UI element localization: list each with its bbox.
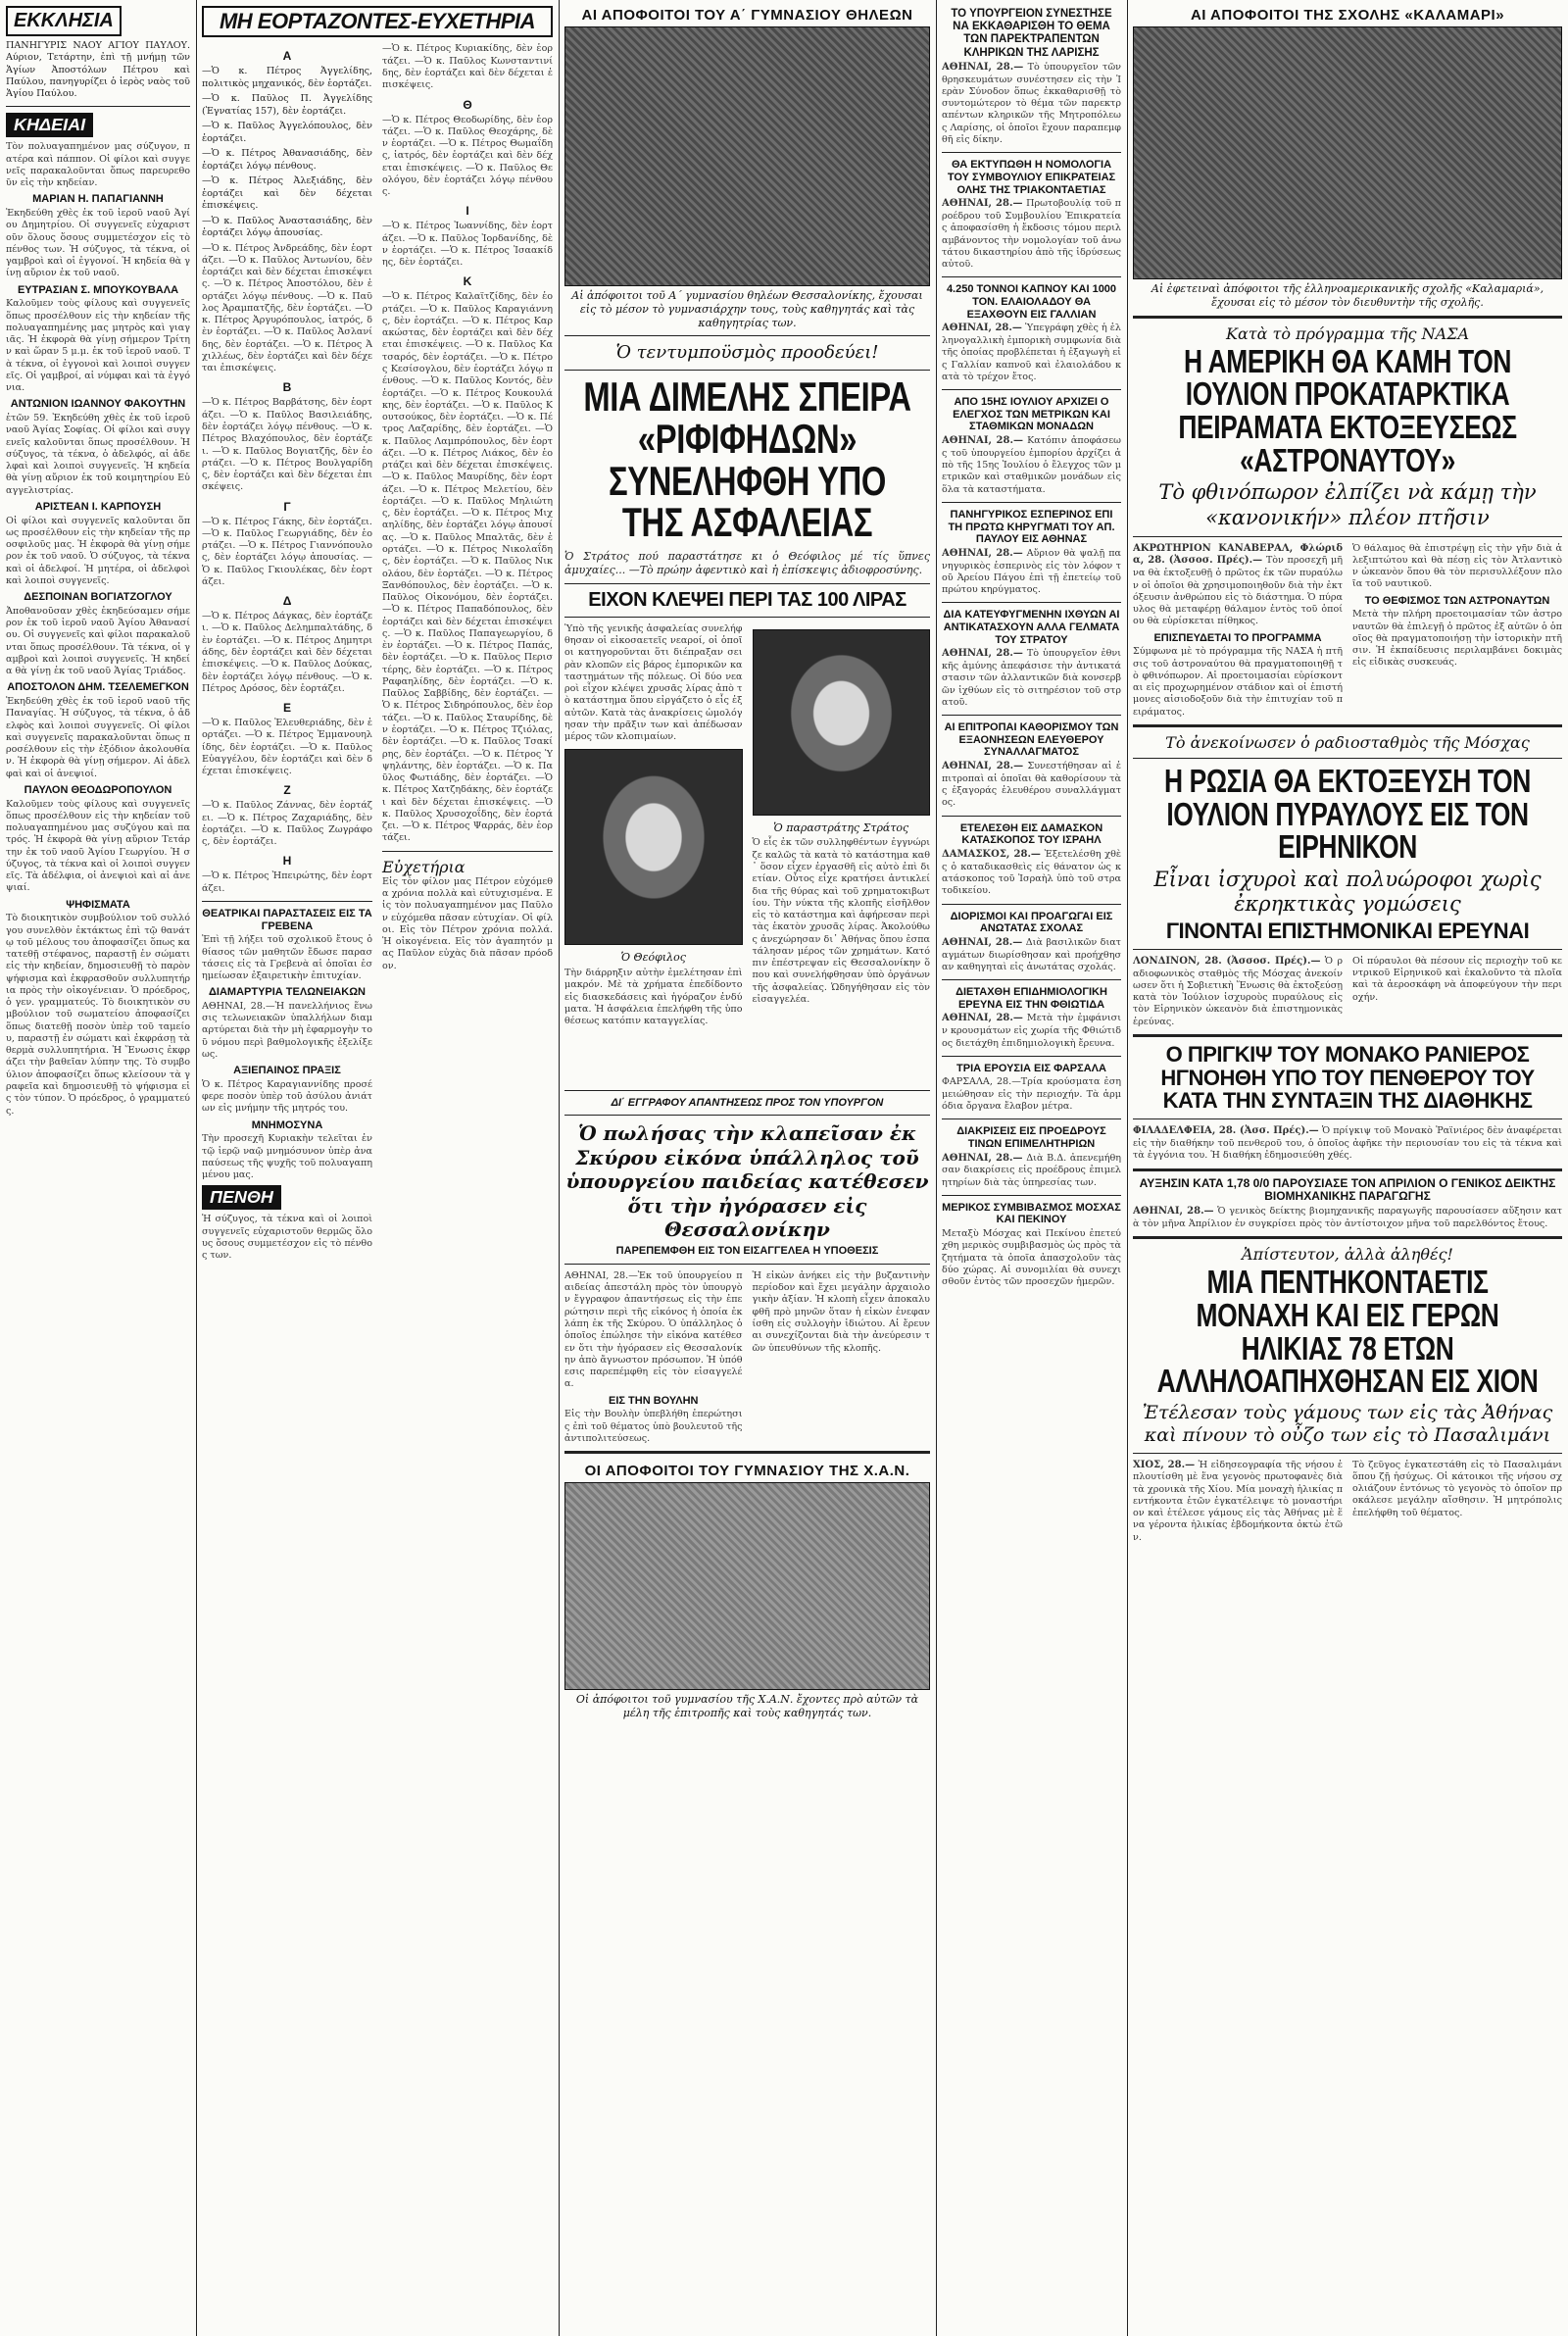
brief-headline: ΤΡΙΑ ΕΡΟΥΣΙΑ ΕΙΣ ΦΑΡΣΑΛΑ bbox=[956, 1062, 1106, 1074]
brief-headline: ΑΙ ΕΠΙΤΡΟΠΑΙ ΚΑΘΟΡΙΣΜΟΥ ΤΩΝ ΕΞΑΟΝΗΣΕΩΝ ΕΛΕΥΘΕΡΟΥ ΣΥΝΑΛΛΑΓΜΑΤΟΣ bbox=[944, 721, 1119, 759]
obituary-name: ΑΝΤΩΝΙΟΝ ΙΩΑΝΝΟΥ ΦΑΚΟΥΤΗΝ bbox=[10, 398, 186, 411]
letter-heading: Δ bbox=[282, 594, 292, 609]
brief-headline: ΔΙΟΡΙΣΜΟΙ ΚΑΙ ΠΡΟΑΓΩΓΑΙ ΕΙΣ ΑΝΩΤΑΤΑΣ ΣΧΟΛΑΣ bbox=[950, 910, 1113, 935]
chios-sub: Ἐτέλεσαν τοὺς γάμους των εἰς τὰς Ἀθήνας καὶ πίνουν τὸ οὖζο των εἰς τὸ Πασαλιμάνι bbox=[1142, 1401, 1553, 1446]
nasa-sub: Τὸ φθινόπωρον ἐλπίζει νὰ κάμῃ τὴν «κανονικήν» πλέον πτῆσιν bbox=[1158, 480, 1537, 529]
penthi-heading: ΠΕΝΘΗ bbox=[202, 1185, 281, 1210]
obituary-name: ΠΑΥΛΟΝ ΘΕΟΔΩΡΟΠΟΥΛΟΝ bbox=[24, 783, 172, 796]
letter-heading: Κ bbox=[463, 274, 472, 289]
eortazontes-title: ΜΗ ΕΟΡΤΑΖΟΝΤΕΣ-ΕΥΧΕΤΗΡΙΑ bbox=[219, 9, 536, 33]
psifismata-heading: ΨΗΦΙΣΜΑΤΑ bbox=[66, 898, 130, 911]
entry: —Ὁ κ. Παῦλος Ἀναστασιάδης, δὲν ἑορτάζει λόγῳ ἀπουσίας. bbox=[202, 215, 372, 239]
letter-heading: Θ bbox=[463, 97, 472, 112]
letter-heading: Ι bbox=[466, 204, 469, 219]
kicker: Ὁ τεντυμποϋσμὸς προοδεύει! bbox=[615, 342, 879, 364]
ekklisia-heading: ΕΚΚΛΗΣΙΑ bbox=[6, 6, 122, 36]
boule-heading: ΕΙΣ ΤΗΝ ΒΟΥΛΗΝ bbox=[609, 1394, 699, 1407]
main-headline: ΜΙΑ ΔΙΜΕΛΗΣ ΣΠΕΙΡΑ «ΡΙΦΙΦΗΔΩΝ» ΣΥΝΕΛΗΦΘΗ ΥΠΟ ΤΗΣ ΑΣΦΑΛΕΙΑΣ bbox=[583, 373, 911, 546]
chios-headline: ΜΙΑ ΠΕΝΤΗΚΟΝΤΑΕΤΙΣ ΜΟΝΑΧΗ ΚΑΙ ΕΙΣ ΓΕΡΩΝ ΗΛΙΚΙΑΣ 78 ΕΤΩΝ ΑΛΛΗΛΟΑΠΗΧΘΗΣΑΝ ΕΙΣ ΧΙΟΝ bbox=[1156, 1264, 1539, 1400]
portrait-photo bbox=[564, 749, 743, 945]
graduates-photo bbox=[564, 26, 930, 286]
news-briefs-column: ΤΟ ΥΠΟΥΡΓΕΙΟΝ ΣΥΝΕΣΤΗΣΕ ΝΑ ΕΚΚΑΘΑΡΙΣΘΗ ΤΟ ΘΕΜΑ ΤΩΝ ΠΑΡΕΚΤΡΑΠΕΝΤΩΝ ΚΛΗΡΙΚΩΝ ΤΗΣ ΛΑΡΙΣΗΣ ΑΘΗΝΑΙ, 28.— Τὸ ὑπουργεῖον τῶν θρησκευμάτων συνέστησεν εἰς τὴν Ἱερὰν Σύνοδον ὅπως ἐκκαθαρισθῇ τὸ συντομώτερον τὸ θέμα τῶν παρεκτραπέντων κληρικῶν τῆς Μητροπόλεως Λαρίσης, οἱ ὁποῖοι ἔχουν παραπεμφθῆ εἰς δίκην. ΘΑ ΕΚΤΥΠΩΘΗ Η ΝΟΜΟΛΟΓΙΑ ΤΟΥ ΣΥΜΒΟΥΛΙΟΥ ΕΠΙΚΡΑΤΕΙΑΣ ΟΛΗΣ ΤΗΣ ΤΡΙΑΚΟΝΤΑΕΤΙΑΣ ΑΘΗΝΑΙ, 28.— Πρωτοβουλίᾳ τοῦ προέδρου τοῦ Συμβουλίου Ἐπικρατείας ἀποφασίσθη ἡ ἔκδοσις τόμου περιλαμβάνοντος τὴν νομολογίαν τοῦ ἀνωτάτου δικαστηρίου ἀπὸ τῆς ἱδρύσεως αὐτοῦ. 4.250 ΤΟΝΝΟΙ ΚΑΠΝΟΥ ΚΑΙ 1000 ΤΟΝ. ΕΛΑΙΟΛΑΔΟΥ ΘΑ ΕΞΑΧΘΟΥΝ ΕΙΣ ΓΑΛΛΙΑΝ ΑΘΗΝΑΙ, 28.— Ὑπεγράφη χθὲς ἡ ἑλληνογαλλικὴ ἐμπορικὴ συμφωνία διὰ τῆς ὁποίας προβλέπεται ἡ ἐξαγωγὴ εἰς Γαλλίαν καπνοῦ καὶ ἐλαιολάδου κατὰ τὸ τρέχον ἔτος. ΑΠΟ 15ΗΣ ΙΟΥΛΙΟΥ ΑΡΧΙΖΕΙ Ο ΕΛΕΓΧΟΣ ΤΩΝ ΜΕΤΡΙΚΩΝ ΚΑΙ ΣΤΑΘΜΙΚΩΝ ΜΟΝΑΔΩΝ ΑΘΗΝΑΙ, 28.— Κατόπιν ἀποφάσεως τοῦ ὑπουργείου ἐμπορίου ἀρχίζει ἀπὸ τῆς 15ης Ἰουλίου ὁ ἔλεγχος τῶν μετρικῶν καὶ σταθμικῶν μονάδων εἰς ὅλα τὰ καταστήματα. ΠΑΝΗΓΥΡΙΚΟΣ ΕΣΠΕΡΙΝΟΣ ΕΠΙ ΤΗ ΠΡΩΤΩ ΚΗΡΥΓΜΑΤΙ ΤΟΥ ΑΠ. ΠΑΥΛΟΥ ΕΙΣ ΑΘΗΝΑΣ ΑΘΗΝΑΙ, 28.— Αὔριον θὰ ψαλῇ πανηγυρικὸς ἑσπερινὸς εἰς τὸν λόφον τοῦ Ἀρείου Πάγου ἐπὶ τῇ ἐπετείῳ τοῦ πρώτου κηρύγματος. ΔΙΑ ΚΑΤΕΥΦΥΓΜΕΝΗΝ ΙΧΘΥΩΝ ΑΙ ΑΝΤΙΚΑΤΑΣΧΟΥΝ ΑΛΛΑ ΓΕΛΜΑΤΑ ΤΟΥ ΣΤΡΑΤΟΥ ΑΘΗΝΑΙ, 28.— Τὸ ὑπουργεῖον ἐθνικῆς ἀμύνης ἀπεφάσισε τὴν ἀντικατάστασιν τῶν ἀλλαντικῶν διὰ κονσερβῶν ἰχθύων εἰς τὸ σιτηρέσιον τοῦ στρατοῦ. ΑΙ ΕΠΙΤΡΟΠΑΙ ΚΑΘΟΡΙΣΜΟΥ ΤΩΝ ΕΞΑΟΝΗΣΕΩΝ ΕΛΕΥΘΕΡΟΥ ΣΥΝΑΛΛΑΓΜΑΤΟΣ ΑΘΗΝΑΙ, 28.— Συνεστήθησαν αἱ ἐπιτροπαὶ αἱ ὁποῖαι θὰ καθορίσουν τὰς ἐξαγοράς ἐλευθέρου συναλλάγματος. ΕΤΕΛΕΣΘΗ ΕΙΣ ΔΑΜΑΣΚΟΝ ΚΑΤΑΣΚΟΠΟΣ ΤΟΥ ΙΣΡΑΗΛ ΔΑΜΑΣΚΟΣ, 28.— Ἐξετελέσθη χθὲς ὁ καταδικασθεὶς εἰς θάνατον ὡς κατάσκοπος τοῦ Ἰσραὴλ ὑπὸ τοῦ στρατοδικείου. ΔΙΟΡΙΣΜΟΙ ΚΑΙ ΠΡΟΑΓΩΓΑΙ ΕΙΣ ΑΝΩΤΑΤΑΣ ΣΧΟΛΑΣ ΑΘΗΝΑΙ, 28.— Διὰ βασιλικῶν διαταγμάτων διωρίσθησαν καὶ προήχθησαν καθηγηταὶ εἰς ἀνωτάτας σχολάς. ΔΙΕΤΑΧΘΗ ΕΠΙΔΗΜΙΟΛΟΓΙΚΗ ΕΡΕΥΝΑ ΕΙΣ ΤΗΝ ΦΘΙΩΤΙΔΑ ΑΘΗΝΑΙ, 28.— Μετὰ τὴν ἐμφάνισιν κρουσμάτων εἰς χωρία τῆς Φθιώτιδος διετάχθη ἐπιδημιολογικὴ ἔρευνα. ΤΡΙΑ ΕΡΟΥΣΙΑ ΕΙΣ ΦΑΡΣΑΛΑ ΦΑΡΣΑΛΑ, 28.—Τρία κρούσματα ἐσημειώθησαν εἰς τὴν περιοχήν. Τὰ ἁρμόδια ὄργανα ἔλαβον μέτρα. ΔΙΑΚΡΙΣΕΙΣ ΕΙΣ ΠΡΟΕΔΡΟΥΣ ΤΙΝΩΝ ΕΠΙΜΕΛΗΤΗΡΙΩΝ ΑΘΗΝΑΙ, 28.— Διὰ Β.Δ. ἀπενεμήθησαν διακρίσεις εἰς προέδρους ἐπιμελητηρίων διὰ τὰς ὑπηρεσίας των. ΜΕΡΙΚΟΣ ΣΥΜΒΙΒΑΣΜΟΣ ΜΟΣΧΑΣ ΚΑΙ ΠΕΚΙΝΟΥ Μεταξὺ Μόσχας καὶ Πεκίνου ἐπετεύχθη μερικὸς συμβιβασμὸς ὡς πρὸς τὰ ζητήματα τὰ ὁποῖα ἀπασχολοῦν τὰς δύο χώρας. Αἱ συνομιλίαι θὰ συνεχισθοῦν ἐντὸς τῶν προσεχῶν ἡμερῶν. bbox=[942, 8, 1121, 1288]
entry: —Ὁ κ. Πέτρος Ἀγγελίδης, πολιτικὸς μηχανικός, δὲν ἑορτάζει. bbox=[202, 66, 372, 89]
column-rule bbox=[196, 0, 197, 2336]
diamartyria-heading: ΔΙΑΜΑΡΤΥΡΙΑ ΤΕΛΩΝΕΙΑΚΩΝ bbox=[209, 986, 366, 999]
letter-heading: Α bbox=[282, 49, 292, 64]
photo1-title: ΑΙ ΑΠΟΦΟΙΤΟΙ ΤΟΥ Α΄ ΓΥΜΝΑΣΙΟΥ ΘΗΛΕΩΝ bbox=[581, 7, 913, 24]
column-rule bbox=[559, 0, 560, 2336]
lead: Ὁ Στράτος πού παραστάτησε κι ὁ Θεόφιλος μέ τίς ὕπνες ἀμυχαίες... —Τὸ πρώην ἀφεντικὸ καὶ ἡ ἐπίσκεψις ἀδιοφροσύνης. bbox=[564, 550, 930, 577]
entry: —Ὁ κ. Πέτρος Ἀθανασιάδης, δὲν ἑορτάζει λόγῳ πένθους. bbox=[202, 148, 372, 172]
theatrikai-heading: ΘΕΑΤΡΙΚΑΙ ΠΑΡΑΣΤΑΣΕΙΣ ΕΙΣ ΤΑ ΓΡΕΒΕΝΑ bbox=[202, 907, 372, 932]
letter-heading: Β bbox=[282, 380, 292, 395]
column-rule bbox=[1127, 0, 1128, 2336]
brief-headline: ΘΑ ΕΚΤΥΠΩΘΗ Η ΝΟΜΟΛΟΓΙΑ ΤΟΥ ΣΥΜΒΟΥΛΙΟΥ ΕΠΙΚΡΑΤΕΙΑΣ ΟΛΗΣ ΤΗΣ ΤΡΙΑΚΟΝΤΑΕΤΙΑΣ bbox=[947, 159, 1116, 196]
photo1-caption: Αἱ ἀπόφοιτοι τοῦ Α΄ γυμνασίου θηλέων Θεσσαλονίκης, ἔχουσαι εἰς τὸ μέσον τὸ γυμνασιάρχην τους, τοὺς καθηγητάς καὶ τὰς καθηγητρίας των. bbox=[571, 289, 923, 329]
moscow-kicker: Τὸ ἀνεκοίνωσεν ὁ ραδιοσταθμὸς τῆς Μόσχας bbox=[1165, 732, 1530, 752]
brief-headline: ΜΕΡΙΚΟΣ ΣΥΜΒΙΒΑΣΜΟΣ ΜΟΣΧΑΣ ΚΑΙ ΠΕΚΙΝΟΥ bbox=[942, 1201, 1121, 1226]
eortazontes-column: ΜΗ ΕΟΡΤΑΖΟΝΤΕΣ-ΕΥΧΕΤΗΡΙΑ Α —Ὁ κ. Πέτρος Ἀγγελίδης, πολιτικὸς μηχανικός, δὲν ἑορτάζει. —Ὁ κ. Παῦλος Π. Ἀγγελίδης (Ἐγνατίας 157), δὲν ἑορτάζει. —Ὁ κ. Παῦλος Ἀγγελόπουλος, δὲν ἑορτάζει. —Ὁ κ. Πέτρος Ἀθανασιάδης, δὲν ἑορτάζει λόγῳ πένθους. —Ὁ κ. Πέτρος Ἀλεξιάδης, δὲν ἑορτάζει καὶ δὲν δέχεται ἐπισκέψεις. —Ὁ κ. Παῦλος Ἀναστασιάδης, δὲν ἑορτάζει λόγῳ ἀπουσίας. —Ὁ κ. Πέτρος Ἀνδρεάδης, δὲν ἑορτάζει. —Ὁ κ. Παῦλος Ἀντωνίου, δὲν ἑορτάζει καὶ δὲν δέχεται ἐπισκέψεις. —Ὁ κ. Πέτρος Ἀποστόλου, δὲν ἑορτάζει λόγῳ πένθους. —Ὁ κ. Παῦλος Ἀραμπατζῆς, δὲν ἑορτάζει. —Ὁ κ. Πέτρος Ἀργυρόπουλος, ἰατρός, δὲν ἑορτάζει. —Ὁ κ. Παῦλος Ἀσλανίδης, δὲν ἑορτάζει. —Ὁ κ. Πέτρος Ἀχιλλέως, δὲν ἑορτάζει καὶ δὲν δέχεται ἐπισκέψεις. Β —Ὁ κ. Πέτρος Βαρβάτσης, δὲν ἑορτάζει. —Ὁ κ. Παῦλος Βασιλειάδης, δὲν ἑορτάζει λόγῳ πένθους. —Ὁ κ. Πέτρος Βλαχόπουλος, δὲν ἑορτάζει. —Ὁ κ. Παῦλος Βογιατζῆς, δὲν ἑορτάζει. —Ὁ κ. Πέτρος Βουλγαρίδης, δὲν ἑορτάζει καὶ δὲν δέχεται ἐπισκέψεις. Γ —Ὁ κ. Πέτρος Γάκης, δὲν ἑορτάζει. —Ὁ κ. Παῦλος Γεωργιάδης, δὲν ἑορτάζει. —Ὁ κ. Πέτρος Γιαννόπουλος, δὲν ἑορτάζει λόγῳ ἀπουσίας. —Ὁ κ. Παῦλος Γκιουλέκας, δὲν ἑορτάζει. Δ —Ὁ κ. Πέτρος Δάγκας, δὲν ἑορτάζει. —Ὁ κ. Παῦλος Δελημπαλτάδης, δὲν ἑορτάζει. —Ὁ κ. Πέτρος Δημητριάδης, δὲν ἑορτάζει καὶ δὲν δέχεται ἐπισκέψεις. —Ὁ κ. Παῦλος Δούκας, δὲν ἑορτάζει λόγῳ πένθους. —Ὁ κ. Πέτρος Δρόσος, δὲν ἑορτάζει. Ε —Ὁ κ. Παῦλος Ἐλευθεριάδης, δὲν ἑορτάζει. —Ὁ κ. Πέτρος Ἐμμανουηλίδης, δὲν ἑορτάζει. —Ὁ κ. Παῦλος Εὐαγγέλου, δὲν ἑορτάζει καὶ δὲν δέχεται ἐπισκέψεις. Ζ —Ὁ κ. Παῦλος Ζάννας, δὲν ἑορτάζει. —Ὁ κ. Πέτρος Ζαχαριάδης, δὲν ἑορτάζει. —Ὁ κ. Παῦλος Ζωγράφος, δὲν ἑορτάζει. Η —Ὁ κ. Πέτρος Ἠπειρώτης, δὲν ἑορτάζει. ΘΕΑΤΡΙΚΑΙ ΠΑΡΑΣΤΑΣΕΙΣ ΕΙΣ ΤΑ ΓΡΕΒΕΝΑ Ἐπὶ τῇ λήξει τοῦ σχολικοῦ ἔτους ὁ θίασος τῶν μαθητῶν ἔδωσε παραστάσεις εἰς τὰ Γρεβενὰ αἱ ὁποῖαι ἐσημείωσαν ἐξαιρετικὴν ἐπιτυχίαν. ΔΙΑΜΑΡΤΥΡΙΑ ΤΕΛΩΝΕΙΑΚΩΝ ΑΘΗΝΑΙ, 28.—Ἡ πανελλήνιος ἕνωσις τελωνειακῶν ὑπαλλήλων διαμαρτύρεται διὰ τὴν μὴ ἐφαρμογὴν τοῦ νόμου περὶ βαθμολογικῆς ἐξελίξεως. ΑΞΙΕΠΑΙΝΟΣ ΠΡΑΞΙΣ Ὁ κ. Πέτρος Καραγιαννίδης προσέφερε ποσὸν ὑπὲρ τοῦ ἀσύλου ἀνιάτων εἰς μνήμην τῆς μητρός του. ΜΝΗΜΟΣΥΝΑ Τὴν προσεχῆ Κυριακὴν τελεῖται ἐν τῷ ἱερῷ ναῷ μνημόσυνον ὑπὲρ ἀναπαύσεως τῆς ψυχῆς τοῦ πολυαγαπημένου μας. ΠΕΝΘΗ Ἡ σύζυγος, τὰ τέκνα καὶ οἱ λοιποὶ συγγενεῖς εὐχαριστοῦν θερμῶς ὅλους ὅσους συμμετέσχον εἰς τὸ πένθος των. —Ὁ κ. Πέτρος Κυριακίδης, δὲν ἑορτάζει. —Ὁ κ. Παῦλος Κωνσταντινίδης, δὲν ἑορτάζει καὶ δὲν δέχεται ἐπισκέψεις. Θ —Ὁ κ. Πέτρος Θεοδωρίδης, δὲν ἑορτάζει. —Ὁ κ. Παῦλος Θεοχάρης, δὲν ἑορτάζει. —Ὁ κ. Πέτρος Θωμαΐδης, ἰατρός, δὲν ἑορτάζει καὶ δὲν δέχεται ἐπισκέψεις. —Ὁ κ. Παῦλος Θεολόγου, δὲν ἑορτάζει λόγῳ πένθους. Ι —Ὁ κ. Πέτρος Ἰωαννίδης, δὲν ἑορτάζει. —Ὁ κ. Παῦλος Ἰορδανίδης, δὲν ἑορτάζει. —Ὁ κ. Πέτρος Ἰσαακίδης, δὲν ἑορτάζει. Κ —Ὁ κ. Πέτρος Καλαϊτζίδης, δὲν ἑορτάζει. —Ὁ κ. Παῦλος Καραγιάννης, δὲν ἑορτάζει. —Ὁ κ. Πέτρος Καρακώστας, δὲν ἑορτάζει καὶ δὲν δέχεται ἐπισκέψεις. —Ὁ κ. Παῦλος Κατσαρός, δὲν ἑορτάζει. —Ὁ κ. Πέτρος Κεσίσογλου, δὲν ἑορτάζει λόγῳ πένθους. —Ὁ κ. Παῦλος Κοντός, δὲν ἑορτάζει. —Ὁ κ. Πέτρος Κουκουλάκης, δὲν ἑορτάζει. —Ὁ κ. Παῦλος Κουτσούκος, δὲν ἑορτάζει. —Ὁ κ. Πέτρος Λαζαρίδης, δὲν ἑορτάζει. —Ὁ κ. Παῦλος Λαμπρόπουλος, δὲν ἑορτάζει. —Ὁ κ. Πέτρος Λιάκος, δὲν ἑορτάζει καὶ δὲν δέχεται ἐπισκέψεις. —Ὁ κ. Παῦλος Μαυρίδης, δὲν ἑορτάζει. —Ὁ κ. Πέτρος Μελετίου, δὲν ἑορτάζει. —Ὁ κ. Παῦλος Μηλιώτης, δὲν ἑορτάζει. —Ὁ κ. Πέτρος Μιχαηλίδης, δὲν ἑορτάζει λόγῳ ἀπουσίας. —Ὁ κ. Παῦλος Μπαλτᾶς, δὲν ἑορτάζει. —Ὁ κ. Πέτρος Νικολαΐδης, δὲν ἑορτάζει. —Ὁ κ. Παῦλος Νικολάου, δὲν ἑορτάζει. —Ὁ κ. Πέτρος Ξανθόπουλος, δὲν ἑορτάζει. —Ὁ κ. Παῦλος Οἰκονόμου, δὲν ἑορτάζει. —Ὁ κ. Πέτρος Παπαδόπουλος, δὲν ἑορτάζει καὶ δὲν δέχεται ἐπισκέψεις. —Ὁ κ. Παῦλος Παπαγεωργίου, δὲν ἑορτάζει. —Ὁ κ. Πέτρος Παπάς, δὲν ἑορτάζει. —Ὁ κ. Παῦλος Περιστέρης, δὲν ἑορτάζει. —Ὁ κ. Πέτρος Ραφαηλίδης, δὲν ἑορτάζει. —Ὁ κ. Παῦλος Σαββίδης, δὲν ἑορτάζει. —Ὁ κ. Πέτρος Σιδηρόπουλος, δὲν ἑορτάζει. —Ὁ κ. Παῦλος Σταυρίδης, δὲν ἑορτάζει. —Ὁ κ. Πέτρος Τζιόλας, δὲν ἑορτάζει. —Ὁ κ. Παῦλος Τσακίρης, δὲν ἑορτάζει. —Ὁ κ. Πέτρος Ὑψηλάντης, δὲν ἑορτάζει. —Ὁ κ. Παῦλος Φωτιάδης, δὲν ἑορτάζει. —Ὁ κ. Πέτρος Χατζηδάκης, δὲν ἑορτάζει καὶ δὲν δέχεται ἐπισκέψεις. —Ὁ κ. Παῦλος Χρυσοχοΐδης, δὲν ἑορτάζει. —Ὁ κ. Πέτρος Ψαρράς, δὲν ἑορτάζει. Εὐχετήρια Εἰς τὸν φίλον μας Πέτρον εὐχόμεθα χρόνια πολλὰ καὶ εὐτυχισμένα. Εἰς τὸν πολυαγαπημένον μας Παῦλον εὐχόμεθα πᾶσαν εὐτυχίαν. Οἱ φίλοι. Εἰς τὸν Πέτρον χρόνια πολλά. Ἡ οἰκογένεια. Εἰς τὸν ἀγαπητόν μας Παῦλον εὐχὰς διὰ πᾶσαν πρόοδον. bbox=[202, 0, 553, 2336]
nasa-subhead: ΤΟ ΘΕΦΙΣΜΟΣ ΤΩΝ ΑΣΤΡΟΝΑΥΤΩΝ bbox=[1364, 594, 1550, 607]
column-rule bbox=[936, 0, 937, 2336]
moscow-sub2: ΓΙΝΟΝΤΑΙ ΕΠΙΣΤΗΜΟΝΙΚΑΙ ΕΡΕΥΝΑΙ bbox=[1165, 919, 1530, 944]
subhead: ΕΙΧΟΝ ΚΛΕΨΕΙ ΠΕΡΙ ΤΑΣ 100 ΛΙΡΑΣ bbox=[588, 589, 906, 612]
caption-theofilos: Ὁ Θεόφιλος bbox=[620, 951, 686, 965]
brief-headline: ΑΠΟ 15ΗΣ ΙΟΥΛΙΟΥ ΑΡΧΙΖΕΙ Ο ΕΛΕΓΧΟΣ ΤΩΝ ΜΕΤΡΙΚΩΝ ΚΑΙ ΣΤΑΘΜΙΚΩΝ ΜΟΝΑΔΩΝ bbox=[953, 396, 1110, 433]
brief-headline: ΕΤΕΛΕΣΘΗ ΕΙΣ ΔΑΜΑΣΚΟΝ ΚΑΤΑΣΚΟΠΟΣ ΤΟΥ ΙΣΡΑΗΛ bbox=[959, 821, 1103, 847]
letter-heading: Η bbox=[282, 854, 292, 869]
kideiai-heading: ΚΗΔΕΙΑΙ bbox=[6, 113, 93, 137]
brief-headline: 4.250 ΤΟΝΝΟΙ ΚΑΠΝΟΥ ΚΑΙ 1000 ΤΟΝ. ΕΛΑΙΟΛΑΔΟΥ ΘΑ ΕΞΑΧΘΟΥΝ ΕΙΣ ΓΑΛΛΙΑΝ bbox=[946, 283, 1117, 321]
index-headline: ΑΥΞΗΣΙΝ ΚΑΤΑ 1,78 0/0 ΠΑΡΟΥΣΙΑΣΕ ΤΟΝ ΑΠΡΙΛΙΟΝ Ο ΓΕΝΙΚΟΣ ΔΕΙΚΤΗΣ ΒΙΟΜΗΧΑΝΙΚΗΣ ΠΑΡΑΓΩΓΗΣ bbox=[1139, 1175, 1556, 1204]
brief-headline: ΠΑΝΗΓΥΡΙΚΟΣ ΕΣΠΕΡΙΝΟΣ ΕΠΙ ΤΗ ΠΡΩΤΩ ΚΗΡΥΓΜΑΤΙ ΤΟΥ ΑΠ. ΠΑΥΛΟΥ ΕΙΣ ΑΘΗΝΑΣ bbox=[948, 508, 1115, 546]
brief-headline: ΤΟ ΥΠΟΥΡΓΕΙΟΝ ΣΥΝΕΣΤΗΣΕ ΝΑ ΕΚΚΑΘΑΡΙΣΘΗ ΤΟ ΘΕΜΑ ΤΩΝ ΠΑΡΕΚΤΡΑΠΕΝΤΩΝ ΚΛΗΡΙΚΩΝ ΤΗΣ ΛΑΡΙΣΗΣ bbox=[951, 8, 1112, 59]
nasa-kicker: Κατὰ τὸ πρόγραμμα τῆς ΝΑΣΑ bbox=[1226, 323, 1469, 343]
middle-column: ΑΙ ΑΠΟΦΟΙΤΟΙ ΤΟΥ Α΄ ΓΥΜΝΑΣΙΟΥ ΘΗΛΕΩΝ Αἱ ἀπόφοιτοι τοῦ Α΄ γυμνασίου θηλέων Θεσσαλονίκης, ἔχουσαι εἰς τὸ μέσον τὸ γυμνασιάρχην τους, τοὺς καθηγητάς καὶ τὰς καθηγητρίας των. Ὁ τεντυμποϋσμὸς προοδεύει! ΜΙΑ ΔΙΜΕΛΗΣ ΣΠΕΙΡΑ «ΡΙΦΙΦΗΔΩΝ» ΣΥΝΕΛΗΦΘΗ ΥΠΟ ΤΗΣ ΑΣΦΑΛΕΙΑΣ Ὁ Στράτος πού παραστάτησε κι ὁ Θεόφιλος μέ τίς ὕπνες ἀμυχαίες... —Τὸ πρώην ἀφεντικὸ καὶ ἡ ἐπίσκεψις ἀδιοφροσύνης. ΕΙΧΟΝ ΚΛΕΨΕΙ ΠΕΡΙ ΤΑΣ 100 ΛΙΡΑΣ Ὑπὸ τῆς γενικῆς ἀσφαλείας συνελήφθησαν οἱ εἰκοσαετεῖς νεαροί, οἱ ὁποῖοι κατηγοροῦνται ὅτι διέπραξαν σειρὰν κλοπῶν εἰς βάρος ἐμπορικῶν καταστημάτων τῆς πόλεως. Οἱ δύο νεαροὶ εἶχον κλέψει χρυσᾶς λίρας ἀπὸ τὸ κατάστημα ὅπου εἰργάζετο ὁ εἷς ἐξ αὐτῶν. Κατὰ τὰς ἀνακρίσεις ὡμολόγησαν τὴν πρᾶξιν των καὶ ἀπέδωσαν μέρος τῶν κλοπιμαίων. Ὁ Θεόφιλος Τὴν διάρρηξιν αὐτὴν ἐμελέτησαν ἐπὶ μακρόν. Μὲ τὰ χρήματα ἐπεδίδοντο εἰς διασκεδάσεις καὶ ἠγόραζον ἐνδύματα. Ἡ ἀσφάλεια ἐπελήφθη τῆς ὑποθέσεως κατόπιν καταγγελίας. Ὁ παραστράτης Στράτος Ὁ εἷς ἐκ τῶν συλληφθέντων ἐγγνώριζε καλῶς τὰ κατὰ τὸ κατάστημα καθ᾽ ὅσον εἶχεν ἐργασθῆ εἰς αὐτὸ ἐπὶ διετίαν. Οὗτος εἶχε κρατήσει ἀντικλείδια τῆς θύρας καὶ τοῦ χρηματοκιβωτίου. Τὴν νύκτα τῆς κλοπῆς εἰσῆλθον εἰς τὸ κατάστημα καὶ ἀφήρεσαν περὶ τὰς ἑκατὸν χρυσᾶς λίρας. Ἀκολούθως ἀνεχώρησαν δι᾽ Ἀθήνας ὅπου ἐσπατάλησαν μέρος τῶν χρημάτων. Κατόπιν ἐπέστρεψαν εἰς Θεσσαλονίκην ὅπου καὶ συνελήφθησαν ὑπὸ ὀργάνων τῆς ἀσφαλείας. Ὡδηγήθησαν εἰς τὸν εἰσαγγελέα. ΔΙ΄ ΕΓΓΡΑΦΟΥ ΑΠΑΝΤΗΣΕΩΣ ΠΡΟΣ ΤΟΝ ΥΠΟΥΡΓΟΝ Ὁ πωλήσας τὴν κλαπεῖσαν ἐκ Σκύρου εἰκόνα ὑπάλληλος τοῦ ὑπουργείου παιδείας κατέθεσεν ὅτι τὴν ἠγόρασεν εἰς Θεσσαλονίκην ΠΑΡΕΠΕΜΦΘΗ ΕΙΣ ΤΟΝ ΕΙΣΑΓΓΕΛΕΑ Η ΥΠΟΘΕΣΙΣ ΑΘΗΝΑΙ, 28.—Ἐκ τοῦ ὑπουργείου παιδείας ἀπεστάλη πρὸς τὸν ὑπουργὸν ἔγγραφον ἀπαντήσεως εἰς τὴν ἐπερώτησιν περὶ τῆς εἰκόνος ἡ ὁποία ἐκλάπη ἐκ τῆς Σκύρου. Ὁ ὑπάλληλος ὁ ὁποῖος ἐπώλησε τὴν εἰκόνα κατέθεσεν ὅτι τὴν ἠγόρασεν εἰς Θεσσαλονίκην ἀπὸ ἄγνωστον πρόσωπον. Ἡ ὑπόθεσις παρεπέμφθη εἰς τὸν εἰσαγγελέα. ΕΙΣ ΤΗΝ ΒΟΥΛΗΝ Εἰς τὴν Βουλὴν ὑπεβλήθη ἐπερώτησις ἐπὶ τοῦ θέματος ὑπὸ βουλευτοῦ τῆς ἀντιπολιτεύσεως. Ἡ εἰκὼν ἀνήκει εἰς τὴν βυζαντινὴν περίοδον καὶ ἔχει μεγάλην ἀρχαιολογικὴν ἀξίαν. Ἡ κλοπὴ εἶχεν ἀποκαλυφθῆ πρὸ μηνῶν ὅταν ἡ εἰκὼν ἐνεφανίσθη εἰς συλλογὴν ἰδιώτου. Αἱ ἔρευναι συνεχίζονται διὰ τὴν ἀνεύρεσιν τῶν ὑπευθύνων τῆς κλοπῆς. ΟΙ ΑΠΟΦΟΙΤΟΙ ΤΟΥ ΓΥΜΝΑΣΙΟΥ ΤΗΣ Χ.Α.Ν. Οἱ ἀπόφοιτοι τοῦ γυμνασίου τῆς Χ.Α.Ν. ἔχοντες πρὸ αὐτῶν τὰ μέλη τῆς ἐπιτροπῆς καὶ τοὺς καθηγητάς των. bbox=[564, 0, 930, 2336]
right-photo-caption: Αἱ ἐφετειναὶ ἀπόφοιτοι τῆς ἑλληνοαμερικανικῆς σχολῆς «Καλαμαριά», ἔχουσαι εἰς τὸ μέσον τὸν διευθυντὴν τῆς σχολῆς. bbox=[1151, 282, 1544, 309]
entry: —Ὁ κ. Παῦλος Π. Ἀγγελίδης (Ἐγνατίας 157), δὲν ἑορτάζει. bbox=[202, 93, 372, 117]
monaco-headline: Ο ΠΡΙΓΚΙΨ ΤΟΥ ΜΟΝΑΚΟ ΡΑΝΙΕΡΟΣ ΗΓΝΟΗΘΗ ΥΠΟ ΤΟΥ ΠΕΝΘΕΡΟΥ ΤΟΥ ΚΑΤΑ ΤΗΝ ΣΥΝΤΑΞΙΝ ΤΗΣ ΔΙΑΘΗΚΗΣ bbox=[1160, 1041, 1535, 1114]
ekklisia-text: ΠΑΝΗΓΥΡΙΣ ΝΑΟΥ ΑΓΙΟΥ ΠΑΥΛΟΥ. Αύριον, Τετάρτην, ἐπὶ τῇ μνήμῃ τῶν Ἁγίων Ἀποστόλων Πέτρου καὶ Παύλου, πανηγυρίζει ὁ ἱερὸς ναὸς τοῦ Ἁγίου Παύλου. bbox=[6, 40, 190, 100]
photo2-title: ΟΙ ΑΠΟΦΟΙΤΟΙ ΤΟΥ ΓΥΜΝΑΣΙΟΥ ΤΗΣ Χ.Α.Ν. bbox=[584, 1463, 910, 1480]
obituary-name: ΑΡΙΣΤΕΑΝ Ι. ΚΑΡΠΟΥΣΗ bbox=[34, 500, 162, 513]
subhead2: ΠΑΡΕΠΕΜΦΘΗ ΕΙΣ ΤΟΝ ΕΙΣΑΓΓΕΛΕΑ Η ΥΠΟΘΕΣΙΣ bbox=[615, 1245, 879, 1258]
photo2-caption: Οἱ ἀπόφοιτοι τοῦ γυμνασίου τῆς Χ.Α.Ν. ἔχοντες πρὸ αὐτῶν τὰ μέλη τῆς ἐπιτροπῆς καὶ τοὺς καθηγητάς των. bbox=[575, 1693, 919, 1719]
letter-heading: Ζ bbox=[283, 783, 291, 798]
chios-kicker: Ἀπίστευτον, ἀλλὰ ἀληθές! bbox=[1242, 1245, 1453, 1265]
obituary-name: ΑΠΟΣΤΟΛΟΝ ΔΗΜ. ΤΣΕΛΕΜΕΓΚΟΝ bbox=[7, 681, 189, 694]
nasa-headline: Η ΑΜΕΡΙΚΗ ΘΑ ΚΑΜΗ ΤΟΝ ΙΟΥΛΙΟΝ ΠΡΟΚΑΤΑΡΚΤΙΚΑ ΠΕΙΡΑΜΑΤΑ ΕΚΤΟΞΕΥΣΕΩΣ «ΑΣΤΡΟΝΑΥΤΟΥ» bbox=[1178, 342, 1517, 478]
headline2: Ὁ πωλήσας τὴν κλαπεῖσαν ἐκ Σκύρου εἰκόνα ὑπάλληλος τοῦ ὑπουργείου παιδείας κατέθεσεν ὅτι τὴν ἠγόρασεν εἰς Θεσσαλονίκην bbox=[565, 1121, 929, 1241]
brief-headline: ΔΙΑ ΚΑΤΕΥΦΥΓΜΕΝΗΝ ΙΧΘΥΩΝ ΑΙ ΑΝΤΙΚΑΤΑΣΧΟΥΝ ΑΛΛΑ ΓΕΛΜΑΤΑ ΤΟΥ ΣΤΡΑΤΟΥ bbox=[943, 609, 1120, 646]
entry: —Ὁ κ. Παῦλος Ἀγγελόπουλος, δὲν ἑορτάζει. bbox=[202, 121, 372, 144]
brief-headline: ΔΙΑΚΡΙΣΕΙΣ ΕΙΣ ΠΡΟΕΔΡΟΥΣ ΤΙΝΩΝ ΕΠΙΜΕΛΗΤΗΡΙΩΝ bbox=[956, 1125, 1106, 1150]
caption-stratos: Ὁ παραστράτης Στράτος bbox=[773, 820, 909, 834]
portrait-photo bbox=[753, 629, 931, 816]
obituary-name: ΔΕΣΠΟΙΝΑΝ ΒΟΓΙΑΤΖΟΓΛΟΥ bbox=[24, 591, 172, 604]
moscow-headline: Η ΡΩΣΙΑ ΘΑ ΕΚΤΟΞΕΥΣΗ ΤΟΝ ΙΟΥΛΙΟΝ ΠΥΡΑΥΛΟΥΣ ΕΙΣ ΤΟΝ ΕΙΡΗΝΙΚΟΝ bbox=[1164, 763, 1531, 866]
moscow-sub1: Εἶναι ἰσχυροὶ καὶ πολυώροφοι χωρὶς ἐκρηκτικὰς γομώσεις bbox=[1153, 868, 1542, 917]
brief-headline: ΔΙΕΤΑΧΘΗ ΕΠΙΔΗΜΙΟΛΟΓΙΚΗ ΕΡΕΥΝΑ ΕΙΣ ΤΗΝ ΦΘΙΩΤΙΔΑ bbox=[956, 986, 1107, 1011]
axiepainos-heading: ΑΞΙΕΠΑΙΝΟΣ ΠΡΑΞΙΣ bbox=[233, 1065, 341, 1077]
kicker2: ΔΙ΄ ΕΓΓΡΑΦΟΥ ΑΠΑΝΤΗΣΕΩΣ ΠΡΟΣ ΤΟΝ ΥΠΟΥΡΓΟΝ bbox=[611, 1096, 884, 1109]
right-column: ΑΙ ΑΠΟΦΟΙΤΟΙ ΤΗΣ ΣΧΟΛΗΣ «ΚΑΛΑΜΑΡΙ» Αἱ ἐφετειναὶ ἀπόφοιτοι τῆς ἑλληνοαμερικανικῆς σχολῆς «Καλαμαριά», ἔχουσαι εἰς τὸ μέσον τὸν διευθυντὴν τῆς σχολῆς. Κατὰ τὸ πρόγραμμα τῆς ΝΑΣΑ Η ΑΜΕΡΙΚΗ ΘΑ ΚΑΜΗ ΤΟΝ ΙΟΥΛΙΟΝ ΠΡΟΚΑΤΑΡΚΤΙΚΑ ΠΕΙΡΑΜΑΤΑ ΕΚΤΟΞΕΥΣΕΩΣ «ΑΣΤΡΟΝΑΥΤΟΥ» Τὸ φθινόπωρον ἐλπίζει νὰ κάμῃ τὴν «κανονικήν» πλέον πτῆσιν ΑΚΡΩΤΗΡΙΟΝ ΚΑΝΑΒΕΡΑΛ, Φλώριδα, 28. (Ἀσσοσ. Πρές).— Τὸν προσεχῆ μῆνα θὰ ἐκτοξευθῇ ὁ πρῶτος ἐκ τῶν πυραύλων οἱ ὁποῖοι θὰ χρησιμοποιηθοῦν διὰ τὴν ἐκτόξευσιν ἀνθρώπου εἰς τὸ διάστημα. Ὁ πύραυλος θὰ μεταφέρῃ θάλαμον ἐντὸς τοῦ ὁποίου θὰ εὑρίσκεται πίθηκος. ΕΠΙΣΠΕΥΔΕΤΑΙ ΤΟ ΠΡΟΓΡΑΜΜΑ Σύμφωνα μὲ τὸ πρόγραμμα τῆς ΝΑΣΑ ἡ πτῆσις τοῦ ἀστροναύτου θὰ πραγματοποιηθῇ τὸ φθινόπωρον. Αἱ προετοιμασίαι εὑρίσκονται εἰς προχωρημένον στάδιον καὶ οἱ ἐπιστήμονες αἰσιοδοξοῦν διὰ τὴν ἐπιτυχίαν τοῦ πειράματος. Ὁ θάλαμος θὰ ἐπιστρέψῃ εἰς τὴν γῆν διὰ ἀλεξιπτώτου καὶ θὰ πέσῃ εἰς τὸν Ἀτλαντικὸν ὠκεανὸν ὅπου θὰ τὸν περισυλλέξουν πλοῖα τοῦ ναυτικοῦ. ΤΟ ΘΕΦΙΣΜΟΣ ΤΩΝ ΑΣΤΡΟΝΑΥΤΩΝ Μετὰ τὴν πλήρη προετοιμασίαν τῶν ἀστροναυτῶν θὰ ἐπιλεγῇ ὁ πρῶτος ἐξ αὐτῶν ὁ ὁποῖος θὰ πραγματοποιήσῃ τὴν ἱστορικὴν πτῆσιν. Ἡ ἐκπαίδευσις περιλαμβάνει δοκιμὰς εἰς εἰδικὰς συσκευάς. Τὸ ἀνεκοίνωσεν ὁ ραδιοσταθμὸς τῆς Μόσχας Η ΡΩΣΙΑ ΘΑ ΕΚΤΟΞΕΥΣΗ ΤΟΝ ΙΟΥΛΙΟΝ ΠΥΡΑΥΛΟΥΣ ΕΙΣ ΤΟΝ ΕΙΡΗΝΙΚΟΝ Εἶναι ἰσχυροὶ καὶ πολυώροφοι χωρὶς ἐκρηκτικὰς γομώσεις ΓΙΝΟΝΤΑΙ ΕΠΙΣΤΗΜΟΝΙΚΑΙ ΕΡΕΥΝΑΙ ΛΟΝΔΙΝΟΝ, 28. (Ἀσσοσ. Πρές).— Ὁ ραδιοφωνικὸς σταθμὸς τῆς Μόσχας ἀνεκοίνωσεν ὅτι ἡ Σοβιετικὴ Ἕνωσις θὰ ἐκτοξεύσῃ κατὰ τὸν Ἰούλιον ἰσχυροὺς πυραύλους εἰς τὸν Εἰρηνικὸν ὠκεανὸν διὰ ἐπιστημονικὰς ἐρεύνας. Οἱ πύραυλοι θὰ πέσουν εἰς περιοχὴν τοῦ κεντρικοῦ Εἰρηνικοῦ καὶ ἐκαλοῦντο τὰ πλοῖα καὶ τὰ ἀεροσκάφη νὰ ἀποφεύγουν τὴν περιοχήν. Ο ΠΡΙΓΚΙΨ ΤΟΥ ΜΟΝΑΚΟ ΡΑΝΙΕΡΟΣ ΗΓΝΟΗΘΗ ΥΠΟ ΤΟΥ ΠΕΝΘΕΡΟΥ ΤΟΥ ΚΑΤΑ ΤΗΝ ΣΥΝΤΑΞΙΝ ΤΗΣ ΔΙΑΘΗΚΗΣ ΦΙΛΑΔΕΛΦΕΙΑ, 28. (Ἀσσ. Πρές).— Ὁ πρίγκιψ τοῦ Μονακὸ Ῥαϊνιέρος δὲν ἀναφέρεται εἰς τὴν διαθήκην τοῦ πενθεροῦ του, ὁ ὁποῖος ἀφῆκε τὴν περιουσίαν του εἰς τὰ τέκνα καὶ τὰ ἐγγόνια του. Ἡ διαθήκη ἐδημοσιεύθη χθές. ΑΥΞΗΣΙΝ ΚΑΤΑ 1,78 0/0 ΠΑΡΟΥΣΙΑΣΕ ΤΟΝ ΑΠΡΙΛΙΟΝ Ο ΓΕΝΙΚΟΣ ΔΕΙΚΤΗΣ ΒΙΟΜΗΧΑΝΙΚΗΣ ΠΑΡΑΓΩΓΗΣ ΑΘΗΝΑΙ, 28.— Ὁ γενικὸς δείκτης βιομηχανικῆς παραγωγῆς παρουσίασεν αὔξησιν κατὰ τὸν μῆνα Ἀπρίλιον ἐν συγκρίσει πρὸς τὸν ἀντίστοιχον μῆνα τοῦ παρελθόντος ἔτους. Ἀπίστευτον, ἀλλὰ ἀληθές! ΜΙΑ ΠΕΝΤΗΚΟΝΤΑΕΤΙΣ ΜΟΝΑΧΗ ΚΑΙ ΕΙΣ ΓΕΡΩΝ ΗΛΙΚΙΑΣ 78 ΕΤΩΝ ΑΛΛΗΛΟΑΠΗΧΘΗΣΑΝ ΕΙΣ ΧΙΟΝ Ἐτέλεσαν τοὺς γάμους των εἰς τὰς Ἀθήνας καὶ πίνουν τὸ οὖζο των εἰς τὸ Πασαλιμάνι ΧΙΟΣ, 28.— Ἡ εἰδησεογραφία τῆς νήσου ἐπλουτίσθη μὲ ἕνα γεγονὸς πρωτοφανὲς διὰ τὰ χρονικὰ τῆς Χίου. Μία μοναχὴ ἡλικίας πεντήκοντα ἐτῶν ἐγκατέλειψε τὸ μοναστήριον καὶ ἐτέλεσε γάμους εἰς τὰς Ἀθήνας μὲ ἕνα γέροντα ἡλικίας ἑβδομήκοντα ὀκτὼ ἐτῶν. Τὸ ζεῦγος ἐγκατεστάθη εἰς τὸ Πασαλιμάνι ὅπου ζῇ ἡσύχως. Οἱ κάτοικοι τῆς νήσου σχολιάζουν ἐντόνως τὸ γεγονὸς τὸ ὁποῖον προκάλεσε μεγάλην αἴσθησιν. Ἡ μητρόπολις ἐπελήφθη τοῦ θέματος. bbox=[1133, 0, 1562, 2336]
letter-heading: Γ bbox=[283, 499, 291, 514]
obituary-name: ΕΥΤΡΑΣΙΑΝ Σ. ΜΠΟΥΚΟΥΒΑΛΑ bbox=[17, 283, 179, 296]
letter-heading: Ε bbox=[282, 701, 291, 716]
left-column: ΕΚΚΛΗΣΙΑ ΠΑΝΗΓΥΡΙΣ ΝΑΟΥ ΑΓΙΟΥ ΠΑΥΛΟΥ. Αύριον, Τετάρτην, ἐπὶ τῇ μνήμῃ τῶν Ἁγίων Ἀποστόλων Πέτρου καὶ Παύλου, πανηγυρίζει ὁ ἱερὸς ναὸς τοῦ Ἁγίου Παύλου. ΚΗΔΕΙΑΙ Τὸν πολυαγαπημένον μας σύζυγον, πατέρα καὶ πάππον. Οἱ φίλοι καὶ συγγενεῖς παρακαλοῦνται ὅπως παρευρεθοῦν εἰς τὴν κηδείαν. ΜΑΡΙΑΝ Η. ΠΑΠΑΓΙΑΝΝΗ Ἐκηδεύθη χθὲς ἐκ τοῦ ἱεροῦ ναοῦ Ἁγίου Δημητρίου. Οἱ συγγενεῖς εὐχαριστοῦν ὅλους ὅσους συμμετέσχον εἰς τὸ πένθος των. Ἡ σύζυγος, τὰ τέκνα, οἱ γαμβροὶ καὶ οἱ ἐγγονοί. Ἡ κηδεία θὰ γίνῃ αὔριον ἐκ τοῦ ναοῦ. ΕΥΤΡΑΣΙΑΝ Σ. ΜΠΟΥΚΟΥΒΑΛΑ Καλοῦμεν τοὺς φίλους καὶ συγγενεῖς ὅπως προσέλθουν εἰς τὴν κηδείαν τῆς πολυαγαπημένης μας μητρὸς καὶ γιαγιᾶς. Ἡ ἐκφορὰ θὰ γίνῃ σήμερον Τρίτην καὶ ὥραν 5 μ.μ. ἐκ τοῦ ἱεροῦ ναοῦ. Τὰ τέκνα, οἱ ἐγγονοὶ καὶ λοιποὶ συγγενεῖς. Οἱ γαμβροί, αἱ νύμφαι καὶ τὰ ἐγγόνια. ΑΝΤΩΝΙΟΝ ΙΩΑΝΝΟΥ ΦΑΚΟΥΤΗΝ ἐτῶν 59. Ἐκηδεύθη χθὲς ἐκ τοῦ ἱεροῦ ναοῦ Ἁγίας Σοφίας. Οἱ φίλοι καὶ συγγενεῖς καλοῦνται ὅπως προσέλθουν. Ἡ σύζυγος, τὰ τέκνα, ὁ ἀδελφός, αἱ ἀδελφαὶ καὶ λοιποὶ συγγενεῖς. Ἡ κηδεία θὰ γίνῃ αὔριον ἐκ τοῦ κοιμητηρίου Εὐαγγελιστρίας. ΑΡΙΣΤΕΑΝ Ι. ΚΑΡΠΟΥΣΗ Οἱ φίλοι καὶ συγγενεῖς καλοῦνται ὅπως προσέλθουν εἰς τὴν κηδείαν τῆς προσφιλοῦς μας. Ἡ ἐκφορὰ θὰ γίνῃ σήμερον ἐκ τοῦ ναοῦ. Ὁ σύζυγος, τὰ τέκνα καὶ οἱ ἀδελφοί. Ἡ μητέρα, οἱ ἀδελφοὶ καὶ λοιποὶ συγγενεῖς. ΔΕΣΠΟΙΝΑΝ ΒΟΓΙΑΤΖΟΓΛΟΥ Ἀποθανοῦσαν χθὲς ἐκηδεύσαμεν σήμερον ἐκ τοῦ ἱεροῦ ναοῦ Ἁγίου Ἀθανασίου. Οἱ συγγενεῖς καὶ φίλοι παρακαλοῦνται ὅπως προσέλθουν. Τὰ τέκνα, οἱ γαμβροὶ καὶ λοιποὶ συγγενεῖς. Ἡ κηδεία θὰ γίνῃ ἐκ τοῦ ναοῦ Ἁγίας Τριάδος. ΑΠΟΣΤΟΛΟΝ ΔΗΜ. ΤΣΕΛΕΜΕΓΚΟΝ Ἐκηδεύθη χθὲς ἐκ τοῦ ἱεροῦ ναοῦ τῆς Παναγίας. Ἡ σύζυγος, τὰ τέκνα, ὁ ἀδελφὸς καὶ λοιποὶ συγγενεῖς. Οἱ φίλοι καὶ συγγενεῖς παρακαλοῦνται ὅπως προσέλθουν εἰς τὴν ἐξόδιον ἀκολουθίαν. Ἡ ἐκφορὰ θὰ γίνῃ σήμερον. Αἱ ἀδελφαὶ καὶ οἱ ἀνεψιοί. ΠΑΥΛΟΝ ΘΕΟΔΩΡΟΠΟΥΛΟΝ Καλοῦμεν τοὺς φίλους καὶ συγγενεῖς ὅπως προσέλθουν εἰς τὴν κηδείαν τοῦ πολυαγαπημένου μας συζύγου καὶ πατρός. Ἡ ἐκφορὰ θὰ γίνῃ αὔριον Τετάρτην ἐκ τοῦ ναοῦ Ἁγίου Γεωργίου. Ἡ σύζυγος, τὰ τέκνα καὶ οἱ λοιποὶ συγγενεῖς. Τὰ ἀδέλφια, οἱ ἀνεψιοὶ καὶ αἱ ἀνεψιαί. ΨΗΦΙΣΜΑΤΑ Τὸ διοικητικὸν συμβούλιον τοῦ συλλόγου συνελθὸν ἐκτάκτως ἐπὶ τῷ θανάτῳ τοῦ μέλους του ἀποφασίζει ὅπως κατατεθῇ στέφανος, παραστῇ ἐν σώματι εἰς τὴν κηδείαν, δημοσιευθῇ τὸ παρὸν ψήφισμα καὶ ἐκφρασθοῦν συλλυπητήρια πρὸς τὴν οἰκογένειαν. Ὁ πρόεδρος, ὁ γεν. γραμματεύς. Τὸ διοικητικὸν συμβούλιον τοῦ σωματείου ἀποφασίζει ὅπως διατεθῇ ποσὸν ὑπὲρ τοῦ ταμείου, παραστῇ ἐν σώματι καὶ ἐκφράσῃ τὰ θερμὰ συλλυπητήρια. Ἡ Ἕνωσις ἐκφράζει τὴν βαθεῖαν λύπην της. Τὸ συμβούλιον ἀποφασίζει ὅπως κλείσουν τὰ γραφεῖα καὶ δημοσιευθῇ τὸ ψήφισμα εἰς τὸν τύπον. Ὁ πρόεδρος, ὁ γραμματεύς. bbox=[6, 0, 190, 2336]
right-photo-title: ΑΙ ΑΠΟΦΟΙΤΟΙ ΤΗΣ ΣΧΟΛΗΣ «ΚΑΛΑΜΑΡΙ» bbox=[1190, 7, 1505, 24]
entry: —Ὁ κ. Πέτρος Ἀλεξιάδης, δὲν ἑορτάζει καὶ δὲν δέχεται ἐπισκέψεις. bbox=[202, 175, 372, 212]
graduates-photo-2 bbox=[564, 1482, 930, 1690]
obituary-name: ΜΑΡΙΑΝ Η. ΠΑΠΑΓΙΑΝΝΗ bbox=[32, 193, 164, 206]
mnimosyna-heading: ΜΝΗΜΟΣΥΝΑ bbox=[251, 1118, 323, 1131]
nasa-subhead: ΕΠΙΣΠΕΥΔΕΤΑΙ ΤΟ ΠΡΟΓΡΑΜΜΑ bbox=[1153, 631, 1322, 644]
kalamari-photo bbox=[1133, 26, 1562, 279]
efxetiria-heading: Εὐχετήρια bbox=[382, 857, 466, 876]
